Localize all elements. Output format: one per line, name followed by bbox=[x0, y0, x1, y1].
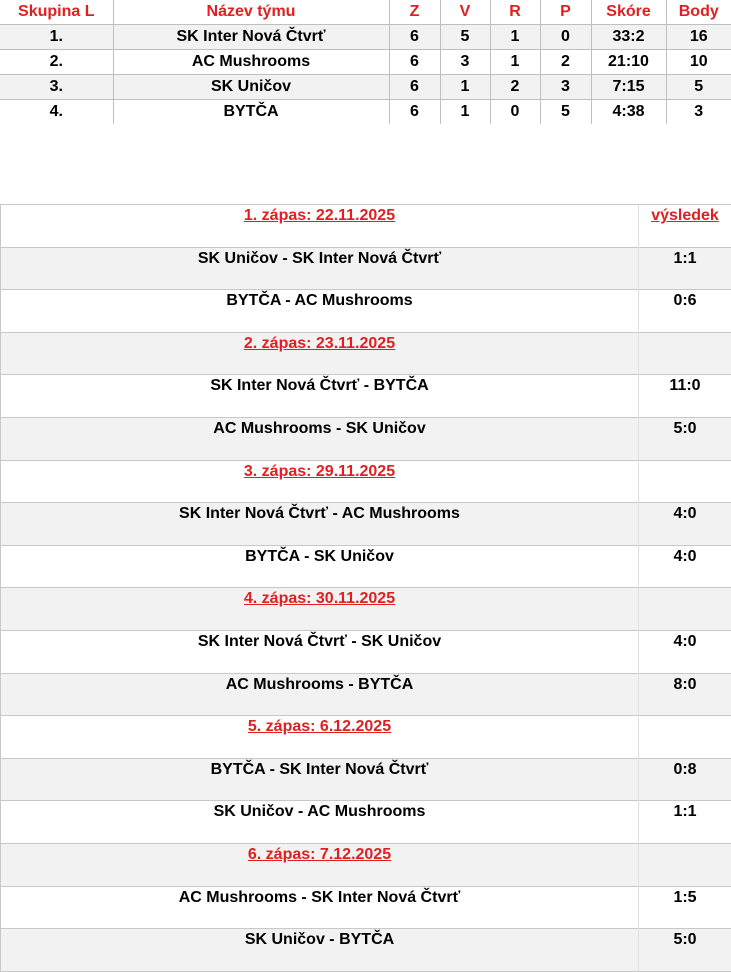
match-result: 0:6 bbox=[639, 290, 731, 333]
wins: 1 bbox=[440, 100, 490, 125]
team-name: SK Inter Nová Čtvrť bbox=[113, 25, 389, 50]
losses: 5 bbox=[540, 100, 591, 125]
round-title: 6. zápas: 7.12.2025 bbox=[1, 843, 639, 886]
standings-row bbox=[0, 100, 731, 125]
standings-row bbox=[0, 50, 731, 75]
match-teams: BYTČA - SK Uničov bbox=[1, 545, 639, 588]
match-result: 1:1 bbox=[639, 801, 731, 844]
wins: 3 bbox=[440, 50, 490, 75]
round-header-row bbox=[1, 588, 731, 631]
match-row bbox=[1, 375, 731, 418]
match-result: 4:0 bbox=[639, 503, 731, 546]
header-draws: R bbox=[490, 0, 540, 25]
match-row bbox=[1, 929, 731, 972]
match-row bbox=[1, 417, 731, 460]
match-teams: SK Inter Nová Čtvrť - BYTČA bbox=[1, 375, 639, 418]
losses: 3 bbox=[540, 75, 591, 100]
round-header-row bbox=[1, 205, 731, 248]
match-result: 1:1 bbox=[639, 247, 731, 290]
match-result: 8:0 bbox=[639, 673, 731, 716]
draws: 2 bbox=[490, 75, 540, 100]
match-row bbox=[1, 290, 731, 333]
standings-header-row bbox=[0, 0, 731, 25]
header-group: Skupina L bbox=[0, 0, 113, 25]
match-teams: SK Uničov - BYTČA bbox=[1, 929, 639, 972]
played: 6 bbox=[389, 25, 440, 50]
header-played: Z bbox=[389, 0, 440, 25]
round-header-row bbox=[1, 332, 731, 375]
rank: 2. bbox=[0, 50, 113, 75]
match-teams: BYTČA - AC Mushrooms bbox=[1, 290, 639, 333]
round-title: 5. zápas: 6.12.2025 bbox=[1, 716, 639, 759]
header-points: Body bbox=[666, 0, 731, 25]
header-team-name: Název týmu bbox=[113, 0, 389, 25]
match-row bbox=[1, 758, 731, 801]
match-teams: AC Mushrooms - SK Uničov bbox=[1, 417, 639, 460]
wins: 1 bbox=[440, 75, 490, 100]
match-teams: BYTČA - SK Inter Nová Čtvrť bbox=[1, 758, 639, 801]
match-teams: SK Inter Nová Čtvrť - SK Uničov bbox=[1, 630, 639, 673]
standings-table bbox=[0, 0, 731, 124]
round-title: 2. zápas: 23.11.2025 bbox=[1, 332, 639, 375]
match-teams: AC Mushrooms - SK Inter Nová Čtvrť bbox=[1, 886, 639, 929]
match-row bbox=[1, 247, 731, 290]
rank: 1. bbox=[0, 25, 113, 50]
match-teams: SK Uničov - AC Mushrooms bbox=[1, 801, 639, 844]
result-empty-cell bbox=[639, 716, 731, 759]
round-title: 3. zápas: 29.11.2025 bbox=[1, 460, 639, 503]
score: 7:15 bbox=[591, 75, 666, 100]
round-header-row bbox=[1, 843, 731, 886]
round-header-row bbox=[1, 460, 731, 503]
standings-row bbox=[0, 75, 731, 100]
score: 4:38 bbox=[591, 100, 666, 125]
result-empty-cell bbox=[639, 843, 731, 886]
played: 6 bbox=[389, 75, 440, 100]
draws: 0 bbox=[490, 100, 540, 125]
result-empty-cell bbox=[639, 588, 731, 631]
match-row bbox=[1, 886, 731, 929]
result-column-header: výsledek bbox=[639, 205, 731, 248]
fixtures-table bbox=[0, 204, 731, 972]
points: 10 bbox=[666, 50, 731, 75]
match-result: 5:0 bbox=[639, 929, 731, 972]
team-name: AC Mushrooms bbox=[113, 50, 389, 75]
draws: 1 bbox=[490, 25, 540, 50]
match-row bbox=[1, 630, 731, 673]
result-empty-cell bbox=[639, 332, 731, 375]
points: 16 bbox=[666, 25, 731, 50]
standings-row bbox=[0, 25, 731, 50]
match-row bbox=[1, 801, 731, 844]
match-result: 4:0 bbox=[639, 630, 731, 673]
match-result: 5:0 bbox=[639, 417, 731, 460]
wins: 5 bbox=[440, 25, 490, 50]
match-result: 0:8 bbox=[639, 758, 731, 801]
match-teams: SK Inter Nová Čtvrť - AC Mushrooms bbox=[1, 503, 639, 546]
draws: 1 bbox=[490, 50, 540, 75]
match-teams: AC Mushrooms - BYTČA bbox=[1, 673, 639, 716]
round-header-row bbox=[1, 716, 731, 759]
rank: 4. bbox=[0, 100, 113, 125]
match-result: 1:5 bbox=[639, 886, 731, 929]
match-result: 4:0 bbox=[639, 545, 731, 588]
losses: 2 bbox=[540, 50, 591, 75]
match-row bbox=[1, 503, 731, 546]
score: 21:10 bbox=[591, 50, 666, 75]
played: 6 bbox=[389, 50, 440, 75]
match-teams: SK Uničov - SK Inter Nová Čtvrť bbox=[1, 247, 639, 290]
header-losses: P bbox=[540, 0, 591, 25]
match-row bbox=[1, 545, 731, 588]
rank: 3. bbox=[0, 75, 113, 100]
match-row bbox=[1, 673, 731, 716]
team-name: SK Uničov bbox=[113, 75, 389, 100]
header-score: Skóre bbox=[591, 0, 666, 25]
header-wins: V bbox=[440, 0, 490, 25]
match-result: 11:0 bbox=[639, 375, 731, 418]
played: 6 bbox=[389, 100, 440, 125]
score: 33:2 bbox=[591, 25, 666, 50]
losses: 0 bbox=[540, 25, 591, 50]
round-title: 1. zápas: 22.11.2025 bbox=[1, 205, 639, 248]
result-empty-cell bbox=[639, 460, 731, 503]
team-name: BYTČA bbox=[113, 100, 389, 125]
round-title: 4. zápas: 30.11.2025 bbox=[1, 588, 639, 631]
points: 5 bbox=[666, 75, 731, 100]
points: 3 bbox=[666, 100, 731, 125]
